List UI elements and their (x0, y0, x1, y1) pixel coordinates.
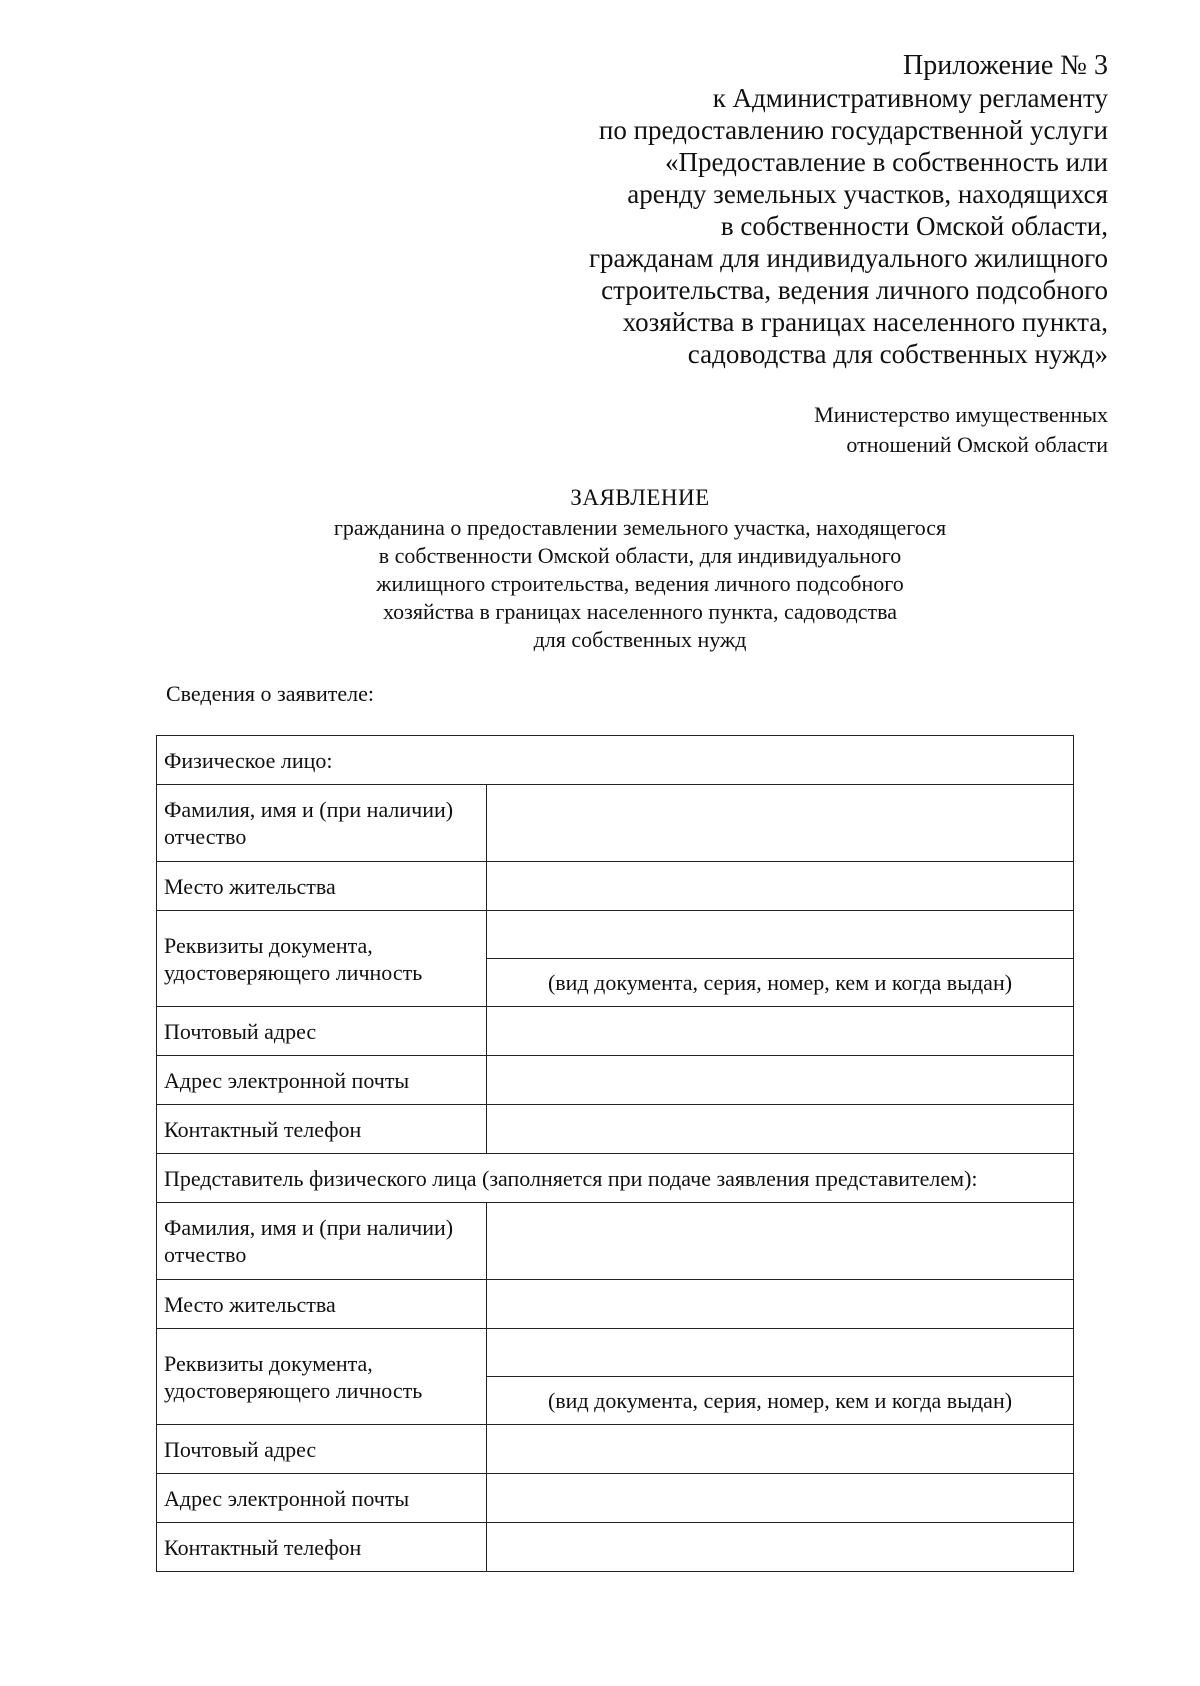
individual-section-row (157, 736, 1074, 785)
rep-id-document-hint: (вид документа, серия, номер, кем и когда выдан) (487, 1377, 1074, 1425)
id-document-label: Реквизиты документа, удостоверяющего личность (157, 911, 487, 1007)
document-title: ЗАЯВЛЕНИЕ (570, 485, 710, 510)
recipient-block (608, 400, 1108, 460)
rep-id-document-field[interactable] (487, 1329, 1074, 1377)
appendix-header-line: в собственности Омской области, (720, 211, 1108, 241)
phone-field[interactable] (487, 1105, 1074, 1154)
rep-postal-address-label: Почтовый адрес (157, 1425, 487, 1474)
document-subtitle-line: в собственности Омской области, для индивидуального (378, 543, 902, 568)
recipient-line: отношений Омской области (846, 432, 1108, 457)
rep-phone-label: Контактный телефон (157, 1523, 487, 1572)
document-subtitle-line: хозяйства в границах населенного пункта, садоводства (383, 599, 897, 624)
id-document-hint: (вид документа, серия, номер, кем и когда выдан) (487, 959, 1074, 1007)
document-subtitle-line: гражданина о предоставлении земельного участка, находящегося (333, 515, 947, 540)
table-row (157, 1474, 1074, 1523)
appendix-header-line: хозяйства в границах населенного пункта, (622, 307, 1108, 337)
rep-full-name-label: Фамилия, имя и (при наличии) отчество (157, 1203, 487, 1280)
email-field[interactable] (487, 1056, 1074, 1105)
table-row (157, 1007, 1074, 1056)
rep-email-field[interactable] (487, 1474, 1074, 1523)
rep-residence-label: Место жительства (157, 1280, 487, 1329)
individual-section-label: Физическое лицо: (157, 736, 1074, 785)
rep-full-name-field[interactable] (487, 1203, 1074, 1280)
residence-label: Место жительства (157, 862, 487, 911)
representative-section-label: Представитель физического лица (заполняется при подаче заявления представителем): (157, 1154, 1074, 1203)
table-row (157, 911, 1074, 959)
appendix-header (468, 50, 1108, 370)
table-row (157, 1105, 1074, 1154)
applicant-info-label: Сведения о заявителе: (166, 681, 375, 706)
document-subtitle-line: жилищного строительства, ведения личного подсобного (376, 571, 904, 596)
appendix-header-line: по предоставлению государственной услуги (598, 115, 1108, 145)
id-document-field[interactable] (487, 911, 1074, 959)
table-row (157, 1203, 1074, 1280)
representative-section-row (157, 1154, 1074, 1203)
table-row (157, 1425, 1074, 1474)
full-name-field[interactable] (487, 785, 1074, 862)
rep-phone-field[interactable] (487, 1523, 1074, 1572)
table-row (157, 1280, 1074, 1329)
appendix-header-line: к Административному регламенту (712, 83, 1108, 113)
rep-residence-field[interactable] (487, 1280, 1074, 1329)
recipient-line: Министерство имущественных (814, 402, 1108, 427)
phone-label: Контактный телефон (157, 1105, 487, 1154)
appendix-header-line: аренду земельных участков, находящихся (627, 179, 1108, 209)
rep-email-label: Адрес электронной почты (157, 1474, 487, 1523)
table-row (157, 862, 1074, 911)
table-row (157, 1329, 1074, 1377)
document-subtitle-line: для собственных нужд (533, 627, 747, 652)
appendix-header-line: гражданам для индивидуального жилищного (588, 243, 1108, 273)
table-row (157, 1056, 1074, 1105)
appendix-header-line: Приложение № 3 (903, 50, 1108, 81)
residence-field[interactable] (487, 862, 1074, 911)
document-title-block (230, 484, 1050, 654)
applicant-form-table (156, 735, 1074, 1572)
appendix-header-line: «Предоставление в собственность или (665, 147, 1108, 177)
rep-id-document-label: Реквизиты документа, удостоверяющего личность (157, 1329, 487, 1425)
table-row (157, 1523, 1074, 1572)
table-row (157, 785, 1074, 862)
email-label: Адрес электронной почты (157, 1056, 487, 1105)
appendix-header-line: садоводства для собственных нужд» (687, 339, 1108, 369)
postal-address-field[interactable] (487, 1007, 1074, 1056)
rep-postal-address-field[interactable] (487, 1425, 1074, 1474)
full-name-label: Фамилия, имя и (при наличии) отчество (157, 785, 487, 862)
appendix-header-line: строительства, ведения личного подсобного (601, 275, 1108, 305)
postal-address-label: Почтовый адрес (157, 1007, 487, 1056)
